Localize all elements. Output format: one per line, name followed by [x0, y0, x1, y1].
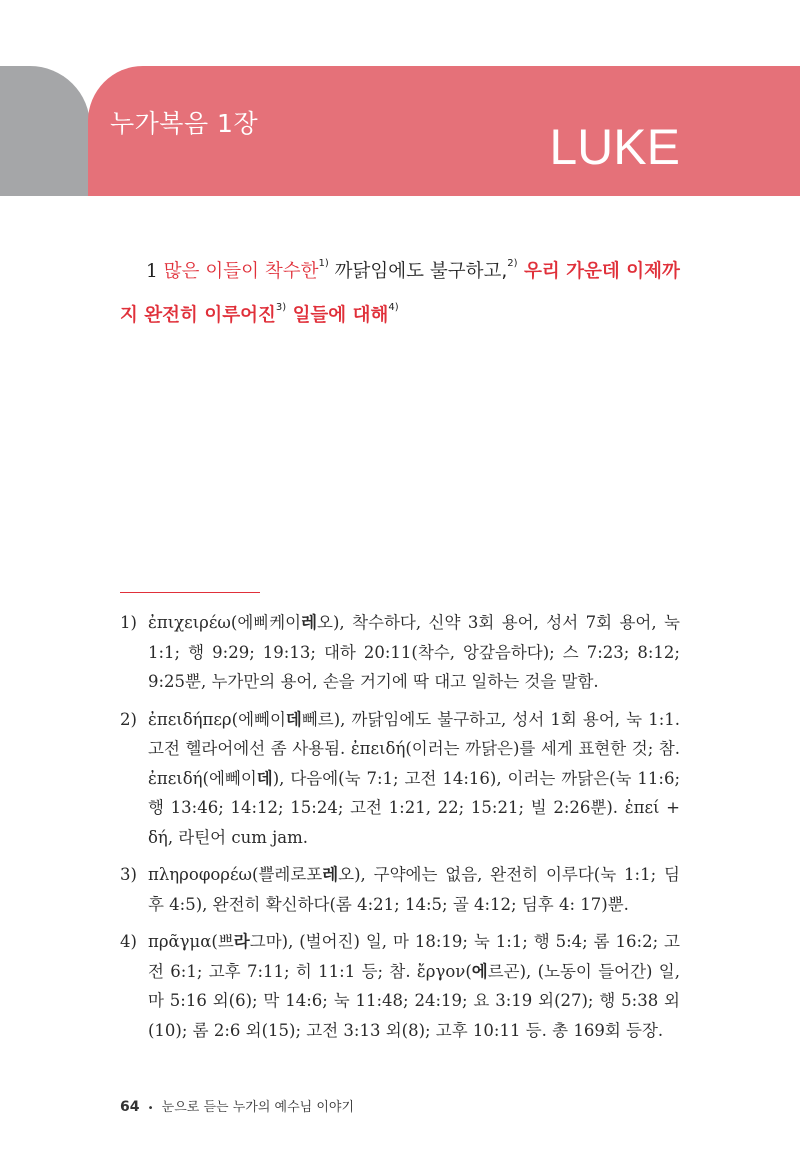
footnote-ref[interactable]: 4)	[388, 302, 399, 313]
footnote-number: 4)	[120, 932, 137, 951]
footnote-text	[148, 705, 680, 853]
footnote-segment: 뻬르), 까닭임에도 불구하고, 성서 1회 용어, 눅 1:1. 고전 헬라어에선 좀 사용됨. ἐπειδή(이러는 까닭은)를 세게 표현한 것; 참. ἐπειδή(에뻬이	[148, 709, 680, 788]
footnote-accent: 라	[233, 932, 250, 951]
footnote-divider	[120, 592, 260, 593]
footnote-ref[interactable]: 3)	[275, 302, 287, 313]
verse-segment: 까닭임에도 불구하고,	[328, 261, 508, 282]
verse-segment: 일들에 대해	[286, 305, 389, 326]
footnote-accent: 에	[471, 961, 488, 981]
footnote-text	[148, 608, 680, 697]
bullet-icon: •	[147, 1103, 154, 1114]
book-name: LUKE	[549, 122, 680, 166]
header-tab-accent	[0, 66, 90, 196]
footnote-item	[120, 608, 680, 697]
running-title: 눈으로 듣는 누가의 예수님 이야기	[161, 1100, 355, 1115]
footnote-text	[148, 860, 680, 919]
footnote-segment: πρᾶγμα(쁘	[148, 932, 234, 951]
footnote-segment: ἐπειδήπερ(에뻬이	[148, 709, 286, 729]
footnote-segment: 오), 착수하다, 신약 3회 용어, 성서 7회 용어, 눅 1:1; 행 9:29; 19:13; 대하 20:11(착수, 앙갚음하다); 스 7:23; 8:12; 9:25뿐, 누가만의 용어, 손을 거기에 딱 대고 일하는 것을 말함.	[148, 613, 680, 691]
footnote-segment: πληροφορέω(쁠레로포	[148, 865, 323, 884]
footnote-accent: 레	[322, 865, 339, 884]
page-footer	[120, 1096, 354, 1115]
footnote-list	[120, 608, 680, 1053]
footnote-number: 1)	[120, 613, 137, 632]
footnote-segment: ἐπιχειρέω(에삐케이	[148, 613, 302, 632]
footnote-segment: 르곤), (노동이 들어간) 일, 마 5:16 외(6); 막 14:6; 눅 11:48; 24:19; 요 3:19 외(27); 행 5:38 외(10); 롬 2:6 외(15); 고전 3:13 외(8); 고후 10:11 등. 총 169회 등장.	[148, 961, 680, 1040]
footnote-item	[120, 860, 680, 919]
footnote-ref[interactable]: 2)	[507, 258, 518, 269]
page-number: 64	[120, 1099, 140, 1115]
footnote-number: 3)	[120, 865, 137, 884]
chapter-title: 누가복음 1장	[110, 109, 259, 138]
footnote-text	[148, 927, 680, 1045]
footnote-item	[120, 705, 680, 853]
footnote-segment: ), 다음에(눅 7:1; 고전 14:16), 이러는 까닭은(눅 11:6; 행 13:46; 14:12; 15:24; 고전 1:21, 22; 15:21; 빌 2:26뿐). ἐπεί + δή, 라틴어 cum jam.	[148, 768, 680, 847]
footnote-ref[interactable]: 1)	[318, 258, 329, 269]
footnote-segment: 오), 구약에는 없음, 완전히 이루다(눅 1:1; 딤후 4:5), 완전히 확신하다(롬 4:21; 14:5; 골 4:12; 딤후 4: 17)뿐.	[148, 865, 680, 914]
verse-number: 1	[146, 261, 158, 282]
footnote-item	[120, 927, 680, 1045]
footnote-accent: 데	[285, 709, 302, 729]
footnote-accent: 데	[256, 768, 273, 788]
verse-text	[120, 250, 680, 338]
footnote-accent: 레	[301, 613, 318, 632]
footnote-number: 2)	[120, 709, 137, 729]
footnote-segment: 그마), (벌어진) 일, 마 18:19; 눅 1:1; 행 5:4; 롬 16:2; 고전 6:1; 고후 7:11; 히 11:1 등; 참. ἔργον(	[148, 932, 680, 981]
verse-segment: 많은 이들이 착수한	[163, 261, 319, 282]
verse-segment: 우리 가운데 이제까지 완전히 이루어진	[120, 261, 680, 326]
